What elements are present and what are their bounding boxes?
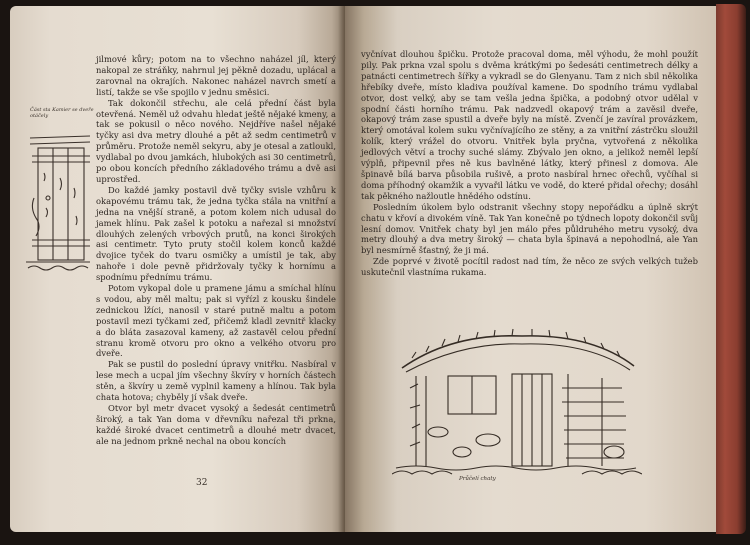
right-paragraph: Zde poprvé v životě pocítil radost nad tím, že něco ze svých velkých tužeb uskutečnil vlastníma rukama. <box>361 256 698 278</box>
door-sketch-illustration <box>24 98 94 278</box>
left-paragraph: Potom vykopal dole u pramene jámu a smíchal hlínu s vodou, aby měl maltu; pak si vyřízl z kousku šindele zednickou lžíci, nanosil v staré putně maltu a potom postavil mezi tyčkami zeď, přičemž kladl zevnitř klacky a do bláta zasazoval kameny, až zastavěl celou přední stranu kromě otvoru pro okno a velkého otvoru pro dveře. <box>96 283 336 359</box>
left-paragraph: Tak dokončil střechu, ale celá přední část byla otevřená. Neměl už odvahu hledat ještě nějaké kmeny, a tak se pokusil o něco nového. Nejdříve našel nějaké tyčky asi dva metry dlouhé a pět až sedm centimetrů v průměru. Protože neměl sekyru, aby je otesal a zatloukl, vydlabal po dvou jamkách, hlubokých asi 30 centimetrů, po obou koncích předního základového trámu a dvě asi uprostřed. <box>96 97 336 184</box>
hut-front-illustration <box>392 328 642 478</box>
left-page-text <box>96 54 336 447</box>
left-illustration-caption: Část sta Kamier se dveře otáčely <box>30 107 94 119</box>
right-paragraph: vyčnívat dlouhou špičku. Protože pracoval doma, měl výhodu, že mohl použít pily. Pak prkna vzal spolu s dvěma krátkými po šedesáti centimetrech délky a patnácti centimetrech šířky a vykradl se do Glenyanu. Tam z nich sbil několika hřebíky dveře, místo kladiva používal kamene. Do spodního trámu vydlabal otvor, dost velký, aby se tam vešla jedna špička, a podobný otvor udělal v spodní části horního trámu. Pak nadzvedl okapový trám a zavěsil dveře, okapový trám zase spustil a dveře byly na místě. Zvenčí je zavíral provázkem, který omotával kolem suku vyčnívajícího ze stěny, a za vnitřní zástrčku sloužil kolík, který vrážel do otvoru. Vnitřek byla pryčna, vytvořená z několika jedlových větví a trochy suché slámy. Zbývalo jen okno, a jelikož neměl lepší výplň, připevnil přes ně kus bavlněné látky, který přinesl z domova. Ale špinavě bílá barva působila rušivě, a proto nasbíral hrnec ořechů, vyčíhal si doma příhodný okamžik a vyvařil látku ve vodě, do které přidal ořechy; dosáhl tak pěkného nažloutle hnědého odstínu. <box>361 49 698 201</box>
book-cover-edge <box>716 4 746 534</box>
right-illustration-caption: Průčelí chaty <box>459 476 496 482</box>
left-page <box>10 6 345 532</box>
right-page <box>345 6 720 532</box>
right-paragraph: Posledním úkolem bylo odstranit všechny stopy nepořádku a úplně skrýt chatu v křoví a divokém víně. Tak Yan konečně po týdnech lopoty dokončil svůj lesní domov. Vnitřek chaty byl jen málo přes půldruhého metru vysoký, dva metry dlouhý a dva metry široký — chata byla špinavá a nepohodlná, ale Yan byl nesmírně šťastný, že ji má. <box>361 201 698 256</box>
right-page-text <box>361 49 698 278</box>
left-paragraph: Do každé jamky postavil dvě tyčky svisle vzhůru k okapovému trámu tak, že jedna tyčka stála na vnitřní a jedna na vnější straně, a potom kolem nich udusal do jamek hlínu. Pak zašel k potoku a nařezal si množství dlouhých zelených vrbových prutů, na konci širokých asi centimetr. Tyto pruty stočil kolem konců každé dvojice tyček do tvaru osmičky a umístil je tak, aby nahoře i dole pevně přidržovaly tyčky k hornímu a spodnímu přednímu trámu. <box>96 184 336 283</box>
left-paragraph: Pak se pustil do poslední úpravy vnitřku. Nasbíral v lese mech a ucpal jím všechny škvíry v horních částech stěn, a škvíry u země vyplnil kameny a hlínou. Tak byla chata hotova; chyběly jí však dveře. <box>96 359 336 403</box>
left-paragraph: Otvor byl metr dvacet vysoký a šedesát centimetrů široký, a tak Yan doma v dřevníku nařezal tři prkna, každé široké dvacet centimetrů a dlouhé metr dvacet, ale na jednom prkně nechal na obou koncích <box>96 403 336 446</box>
page-number: 32 <box>196 478 208 488</box>
left-paragraph: jilmové kůry; potom na to všechno naházel jíl, který nakopal ze stráňky, nahrnul jej pěkně dozadu, uplácal a zarovnal na okrajích. Nakonec naházel navrch smetí a listí, takže se vše spojilo v jednu směsici. <box>96 54 336 97</box>
